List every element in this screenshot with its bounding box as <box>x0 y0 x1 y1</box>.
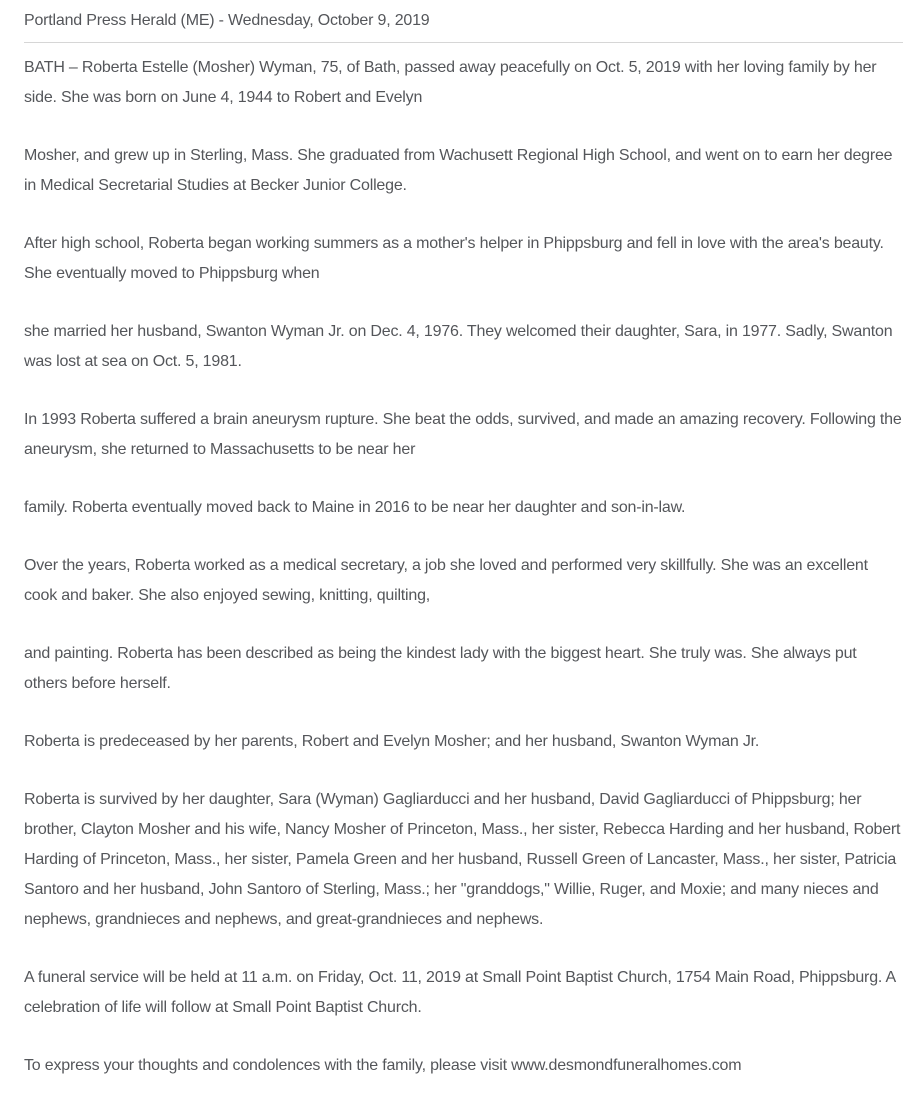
obituary-paragraph: Mosher, and grew up in Sterling, Mass. She graduated from Wachusett Regional High School, and went on to earn her degree in Medical Secretarial Studies at Becker Junior College. <box>24 147 893 194</box>
obituary-paragraph: A funeral service will be held at 11 a.m. on Friday, Oct. 11, 2019 at Small Point Baptist Church, 1754 Main Road, Phippsburg. A celebration of life will follow at Small Point Baptist Church. <box>24 969 896 1016</box>
obituary-paragraph: and painting. Roberta has been described as being the kindest lady with the biggest heart. She truly was. She always put others before herself. <box>24 645 857 692</box>
obituary-paragraph: To express your thoughts and condolences with the family, please visit www.desmondfuneralhomes.com <box>24 1057 742 1074</box>
obituary-paragraph: Roberta is survived by her daughter, Sara (Wyman) Gagliarducci and her husband, David Gagliarducci of Phippsburg; her brother, Clayton Mosher and his wife, Nancy Mosher of Princeton, Mass., her sister, Rebecca Harding and her husband, Robert Harding of Princeton, Mass., her sister, Pamela Green and her husband, Russell Green of Lancaster, Mass., her sister, Patricia Santoro and her husband, John Santoro of Sterling, Mass.; her "granddogs," Willie, Ruger, and Moxie; and many nieces and nephews, grandnieces and nephews, and great-grandnieces and nephews. <box>24 791 901 928</box>
obituary-paragraph: she married her husband, Swanton Wyman Jr. on Dec. 4, 1976. They welcomed their daughter, Sara, in 1977. Sadly, Swanton was lost at sea on Oct. 5, 1981. <box>24 323 893 370</box>
divider <box>24 42 903 43</box>
obituary-paragraph: Roberta is predeceased by her parents, Robert and Evelyn Mosher; and her husband, Swanton Wyman Jr. <box>24 733 760 750</box>
obituary-paragraph: In 1993 Roberta suffered a brain aneurysm rupture. She beat the odds, survived, and made an amazing recovery. Following the aneurysm, she returned to Massachusetts to be near her <box>24 411 902 458</box>
obituary-paragraph: Over the years, Roberta worked as a medical secretary, a job she loved and performed very skillfully. She was an excellent cook and baker. She also enjoyed sewing, knitting, quilting, <box>24 557 868 604</box>
obituary-paragraph: BATH – Roberta Estelle (Mosher) Wyman, 75, of Bath, passed away peacefully on Oct. 5, 2019 with her loving family by her side. She was born on June 4, 1944 to Robert and Evelyn <box>24 59 877 106</box>
obituary-paragraph: After high school, Roberta began working summers as a mother's helper in Phippsburg and fell in love with the area's beauty. She eventually moved to Phippsburg when <box>24 235 884 282</box>
obituary-paragraph: family. Roberta eventually moved back to Maine in 2016 to be near her daughter and son-in-law. <box>24 499 686 516</box>
masthead: Portland Press Herald (ME) - Wednesday, October 9, 2019 <box>24 12 430 29</box>
obituary-article <box>24 53 903 1081</box>
